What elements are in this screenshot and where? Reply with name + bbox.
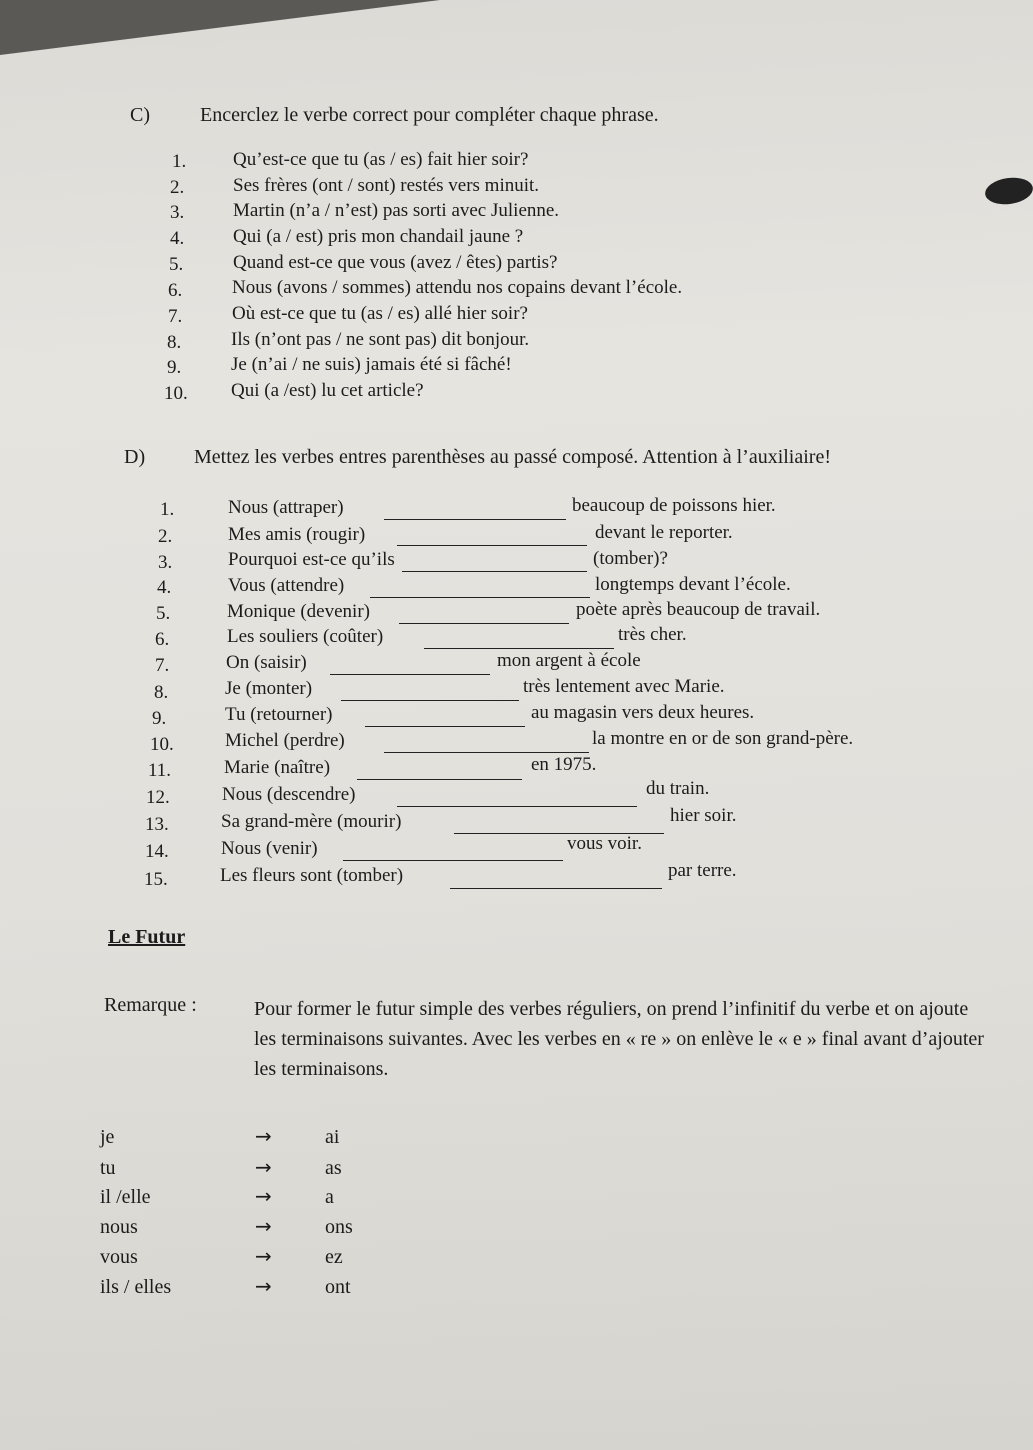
- arrow-icon: →: [255, 1244, 272, 1268]
- arrow-icon: →: [255, 1214, 272, 1238]
- d-item-before: On (saisir): [226, 652, 307, 673]
- answer-blank[interactable]: [402, 555, 587, 572]
- c-item-num: 2.: [170, 177, 185, 198]
- d-item-before: Nous (venir): [221, 838, 318, 859]
- answer-blank[interactable]: [424, 632, 614, 649]
- d-item-before: Michel (perdre): [225, 730, 345, 751]
- d-item-before: Les fleurs sont (tomber): [220, 865, 404, 886]
- d-item-after: au magasin vers deux heures.: [531, 702, 755, 723]
- d-item-after: très lentement avec Marie.: [523, 676, 725, 697]
- c-item-num: 8.: [167, 332, 182, 353]
- c-item-num: 5.: [169, 254, 184, 275]
- d-item-before: Je (monter): [225, 678, 313, 699]
- d-item-num: 15.: [144, 869, 168, 890]
- c-item-num: 4.: [170, 228, 185, 249]
- d-item-num: 2.: [158, 526, 173, 547]
- answer-blank[interactable]: [450, 872, 662, 889]
- d-item-after: longtemps devant l’école.: [595, 574, 791, 595]
- c-item-text: Ses frères (ont / sont) restés vers minuit.: [233, 175, 540, 196]
- d-item-after: beaucoup de poissons hier.: [572, 495, 776, 516]
- d-item-after: (tomber)?: [593, 548, 668, 569]
- section-d-instruction: Mettez les verbes entres parenthèses au passé composé. Attention à l’auxiliaire!: [194, 446, 831, 468]
- d-item-num: 13.: [145, 814, 169, 835]
- c-item-text: Qu’est-ce que tu (as / es) fait hier soir?: [233, 149, 529, 170]
- answer-blank[interactable]: [397, 790, 637, 807]
- arrow-icon: →: [255, 1124, 272, 1148]
- c-item-text: Nous (avons / sommes) attendu nos copains devant l’école.: [232, 277, 683, 298]
- answer-blank[interactable]: [384, 503, 566, 520]
- section-c-letter: C): [130, 104, 150, 126]
- ending-label: as: [325, 1157, 342, 1179]
- ending-label: a: [325, 1186, 334, 1208]
- c-item-num: 10.: [164, 383, 188, 404]
- d-item-after: devant le reporter.: [595, 522, 733, 543]
- d-item-before: Pourquoi est-ce qu’ils: [228, 549, 395, 570]
- d-item-num: 1.: [160, 499, 175, 520]
- answer-blank[interactable]: [399, 607, 569, 624]
- d-item-num: 10.: [150, 734, 174, 755]
- d-item-num: 9.: [152, 708, 167, 729]
- pronoun-label: vous: [100, 1246, 138, 1268]
- pronoun-label: ils / elles: [100, 1276, 172, 1298]
- d-item-after: très cher.: [618, 624, 687, 645]
- section-c-instruction: Encerclez le verbe correct pour compléter chaque phrase.: [200, 104, 659, 126]
- d-item-num: 6.: [155, 629, 170, 650]
- answer-blank[interactable]: [454, 817, 664, 834]
- d-item-num: 7.: [155, 655, 170, 676]
- d-item-after: vous voir.: [567, 833, 642, 854]
- answer-blank[interactable]: [384, 736, 589, 753]
- d-item-before: Sa grand-mère (mourir): [221, 811, 402, 832]
- c-item-text: Je (n’ai / ne suis) jamais été si fâché!: [231, 354, 512, 375]
- ending-label: ez: [325, 1246, 343, 1268]
- d-item-num: 12.: [146, 787, 170, 808]
- c-item-text: Ils (n’ont pas / ne sont pas) dit bonjour.: [231, 329, 530, 350]
- answer-blank[interactable]: [365, 710, 525, 727]
- c-item-text: Martin (n’a / n’est) pas sorti avec Julienne.: [233, 200, 560, 221]
- arrow-icon: →: [255, 1184, 272, 1208]
- ending-label: ont: [325, 1276, 351, 1298]
- answer-blank[interactable]: [343, 844, 563, 861]
- d-item-num: 14.: [145, 841, 169, 862]
- d-item-before: Vous (attendre): [228, 575, 345, 596]
- ending-label: ons: [325, 1216, 353, 1238]
- d-item-before: Tu (retourner): [225, 704, 333, 725]
- section-d-letter: D): [124, 446, 146, 468]
- d-item-num: 5.: [156, 603, 171, 624]
- d-item-after: par terre.: [668, 860, 737, 881]
- answer-blank[interactable]: [397, 529, 587, 546]
- c-item-text: Qui (a /est) lu cet article?: [231, 380, 424, 401]
- d-item-after: mon argent à école: [497, 650, 641, 671]
- c-item-num: 1.: [172, 151, 187, 172]
- remark-label: Remarque :: [104, 994, 197, 1016]
- d-item-before: Les souliers (coûter): [227, 626, 384, 647]
- d-item-before: Nous (attraper): [228, 497, 344, 518]
- d-item-before: Nous (descendre): [222, 784, 356, 805]
- remark-text: Pour former le futur simple des verbes réguliers, on prend l’infinitif du verbe et on ajoute les terminaisons suivantes. Avec les verbes en « re » on enlève le « e » final avant d’ajouter les terminaisons.: [254, 998, 984, 1080]
- d-item-num: 11.: [148, 760, 172, 781]
- d-item-after: du train.: [646, 778, 710, 799]
- answer-blank[interactable]: [330, 658, 490, 675]
- c-item-text: Quand est-ce que vous (avez / êtes) partis?: [233, 252, 558, 273]
- c-item-text: Où est-ce que tu (as / es) allé hier soir?: [232, 303, 528, 324]
- c-item-num: 7.: [168, 306, 183, 327]
- futur-heading: Le Futur: [108, 926, 186, 948]
- c-item-num: 3.: [170, 202, 185, 223]
- answer-blank[interactable]: [370, 581, 590, 598]
- c-item-text: Qui (a / est) pris mon chandail jaune ?: [233, 226, 524, 247]
- d-item-num: 8.: [154, 682, 169, 703]
- arrow-icon: →: [255, 1274, 272, 1298]
- d-item-before: Marie (naître): [224, 757, 331, 778]
- d-item-before: Mes amis (rougir): [228, 524, 366, 545]
- c-item-num: 6.: [168, 280, 183, 301]
- d-item-num: 4.: [157, 577, 172, 598]
- answer-blank[interactable]: [341, 684, 519, 701]
- d-item-num: 3.: [158, 552, 173, 573]
- hole-punch-mark: [983, 175, 1033, 207]
- d-item-after: la montre en or de son grand-père.: [592, 728, 854, 749]
- ending-label: ai: [325, 1126, 340, 1148]
- page-corner-shadow: [0, 0, 440, 55]
- pronoun-label: nous: [100, 1216, 138, 1238]
- pronoun-label: tu: [100, 1157, 116, 1179]
- d-item-after: poète après beaucoup de travail.: [576, 599, 821, 620]
- answer-blank[interactable]: [357, 763, 522, 780]
- arrow-icon: →: [255, 1155, 272, 1179]
- d-item-after: en 1975.: [531, 754, 597, 775]
- c-item-num: 9.: [167, 357, 182, 378]
- d-item-after: hier soir.: [670, 805, 737, 826]
- pronoun-label: je: [100, 1126, 115, 1148]
- d-item-before: Monique (devenir): [227, 601, 370, 622]
- pronoun-label: il /elle: [100, 1186, 151, 1208]
